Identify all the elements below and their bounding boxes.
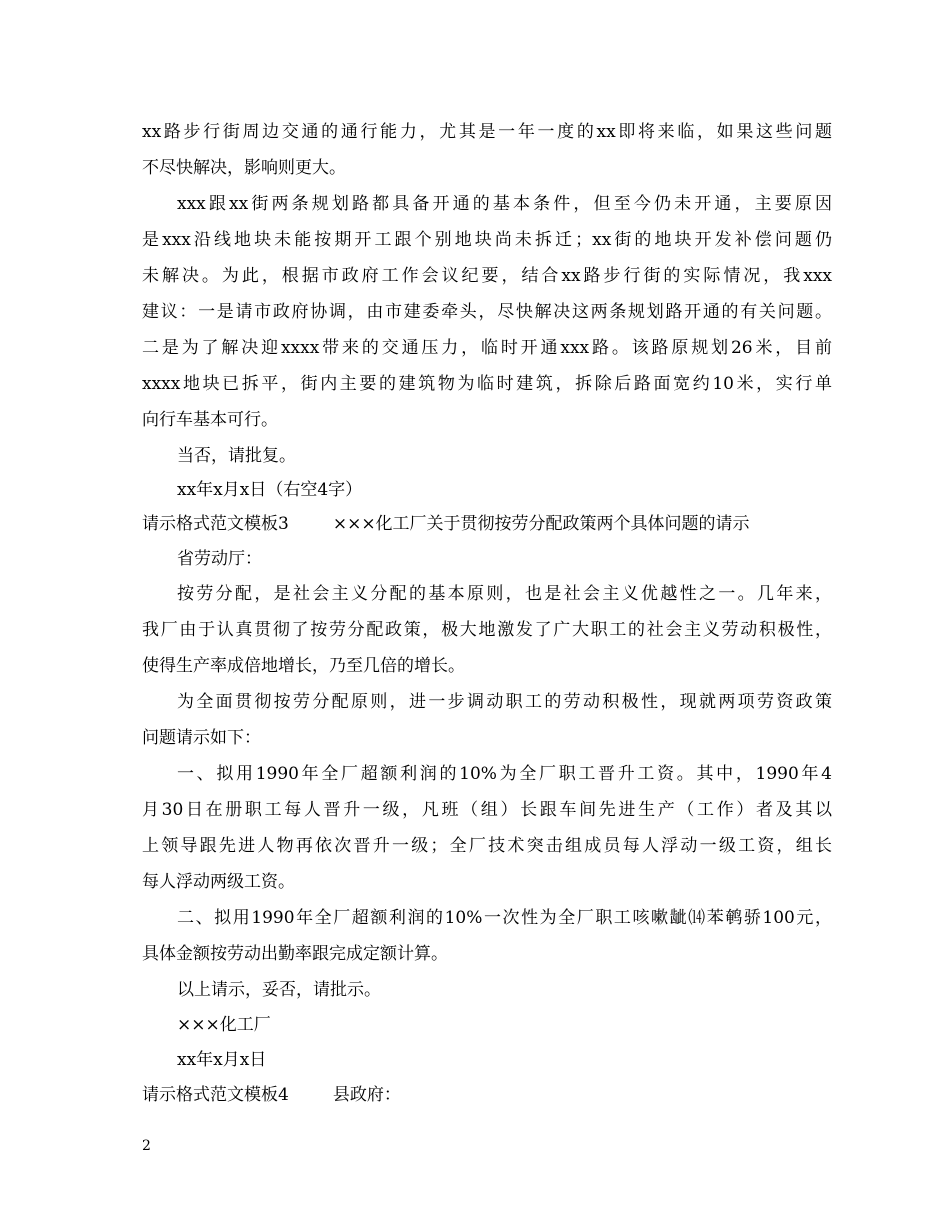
paragraph-line: 月30日在册职工每人晋升一级，凡班（组）长跟车间先进生产（工作）者及其以 (142, 800, 832, 820)
date-line: xx年x月x日（右空4字） (177, 480, 363, 500)
paragraph-line: 按劳分配，是社会主义分配的基本原则，也是社会主义优越性之一。几年来， (177, 584, 832, 604)
signature-org: ×××化工厂 (177, 1015, 271, 1035)
paragraph-line: xx路步行街周边交通的通行能力，尤其是一年一度的xx即将来临，如果这些问题 (142, 122, 832, 142)
template-title: 请示格式范文模板3 (142, 514, 289, 534)
paragraph-line: 问题请示如下： (142, 728, 261, 748)
template-title: 请示格式范文模板4 (142, 1085, 289, 1105)
paragraph-line: 每人浮动两级工资。 (142, 872, 295, 892)
closing-request: 以上请示，妥否，请批示。 (177, 980, 381, 1000)
date-line: xx年x月x日 (177, 1050, 267, 1070)
paragraph-line: 上领导跟先进人物再依次晋升一级；全厂技术突击组成员每人浮动一级工资，组长 (142, 836, 832, 856)
section-heading (142, 1084, 832, 1106)
paragraph-line: 二、拟用1990年全厂超额利润的10%一次性为全厂职工咳嗽龇⒁苯鹌骄100元， (177, 908, 832, 928)
paragraph-line: 为全面贯彻按劳分配原则，进一步调动职工的劳动积极性，现就两项劳资政策 (177, 692, 832, 712)
section-heading (142, 513, 832, 535)
paragraph-line: 使得生产率成倍地增长，乃至几倍的增长。 (142, 656, 465, 676)
paragraph-line: 向行车基本可行。 (142, 410, 278, 430)
closing-request: 当否，请批复。 (177, 446, 296, 466)
recipient-line: 县政府： (332, 1085, 401, 1105)
paragraph-line: 我厂由于认真贯彻了按劳分配政策，极大地激发了广大职工的社会主义劳动积极性， (142, 620, 832, 640)
paragraph-line: xxxx地块已拆平，街内主要的建筑物为临时建筑，拆除后路面宽约10米，实行单 (142, 374, 832, 394)
document-title: ×××化工厂关于贯彻按劳分配政策两个具体问题的请示 (332, 514, 750, 534)
paragraph-line: xxx跟xx街两条规划路都具备开通的基本条件，但至今仍未开通，主要原因 (177, 194, 832, 214)
paragraph-line: 不尽快解决，影响则更大。 (142, 158, 346, 178)
page-number: 2 (142, 1138, 151, 1154)
paragraph-line: 未解决。为此，根据市政府工作会议纪要，结合xx路步行街的实际情况，我xxx (142, 266, 832, 286)
recipient-line: 省劳动厅： (177, 549, 262, 569)
paragraph-line: 是xxx沿线地块未能按期开工跟个别地块尚未拆迁；xx街的地块开发补偿问题仍 (142, 230, 832, 250)
paragraph-line: 具体金额按劳动出勤率跟完成定额计算。 (142, 944, 448, 964)
paragraph-line: 建议：一是请市政府协调，由市建委牵头，尽快解决这两条规划路开通的有关问题。 (142, 302, 832, 322)
paragraph-line: 一、拟用1990年全厂超额利润的10%为全厂职工晋升工资。其中，1990年4 (177, 764, 832, 784)
paragraph-line: 二是为了解决迎xxxx带来的交通压力，临时开通xxx路。该路原规划26米，目前 (142, 338, 832, 358)
